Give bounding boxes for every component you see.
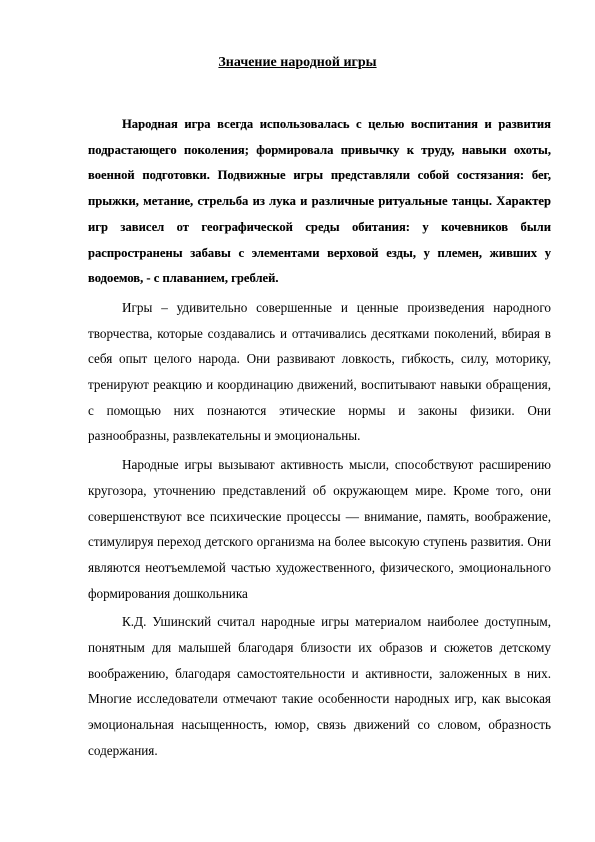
paragraph-2: Игры – удивительно совершенные и ценные произведения народного творчества, которые создавались и оттачивались десятками поколений, вбирая в себя опыт целого народа. Они развивают ловкость, гибкость, силу, моторику, тренируют реакцию и координацию движений, воспитывают навыки обращения, с помощью них познаются этические нормы и законы физики. Они разнообразны, развлекательны и эмоциональны. xyxy=(88,299,551,444)
document-title: Значение народной игры xyxy=(218,55,377,70)
paragraph-3: Народные игры вызывают активность мысли, способствуют расширению кругозора, уточнению представлений об окружающем мире. Кроме того, они совершенствуют все психические процессы — внимание, память, воображение, стимулируя переход детского организма на более высокую ступень развития. Они являются неотъемлемой частью художественного, физического, эмоционального формирования дошкольника xyxy=(88,457,551,601)
document-body xyxy=(88,112,551,764)
paragraph-1: Народная игра всегда использовалась с целью воспитания и развития подрастающего поколения; формировала привычку к труду, навыки охоты, военной подготовки. Подвижные игры представляли собой состязания: бег, прыжки, метание, стрельба из лука и различные ритуальные танцы. Характер игр зависел от географической среды обитания: у кочевников были распространены забавы с элементами верховой езды, у племен, живших у водоемов, - с плаванием, греблей. xyxy=(88,117,551,286)
paragraph-4: К.Д. Ушинский считал народные игры материалом наиболее доступным, понятным для малышей благодаря близости их образов и сюжетов детскому воображению, благодаря самостоятельности и активности, заложенных в них. Многие исследователи отмечают такие особенности народных игр, как высокая эмоциональная насыщенность, юмор, связь движений со словом, образность содержания. xyxy=(88,614,551,758)
